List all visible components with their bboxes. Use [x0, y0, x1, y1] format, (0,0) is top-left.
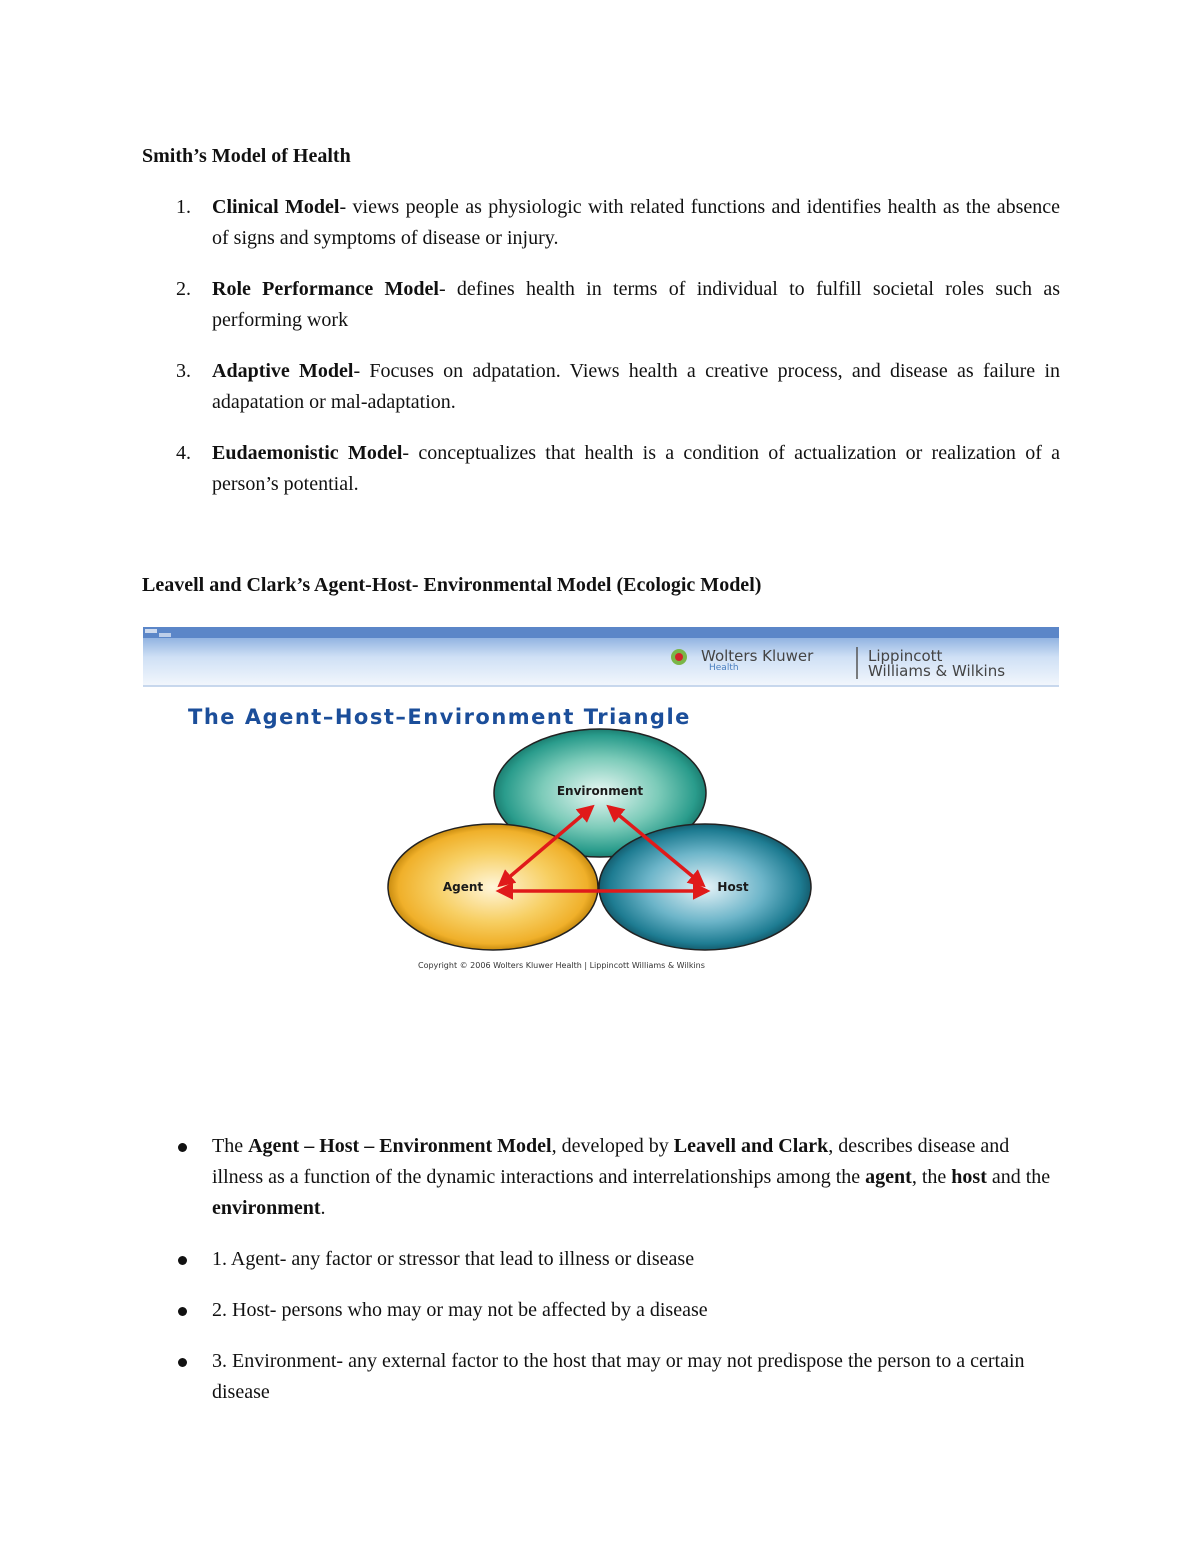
agent-label: Agent — [442, 880, 484, 894]
list-item — [142, 1244, 1060, 1275]
smith-model-list — [142, 192, 1060, 500]
triangle-diagram — [143, 627, 1059, 982]
model-term: Adaptive Model — [212, 360, 354, 382]
model-term: Role Performance Model — [212, 278, 439, 300]
list-item — [142, 1131, 1060, 1224]
intro-text: and the — [986, 1166, 1051, 1188]
model-description: - Focuses on adpatation. Views health a creative process, and disease as failure in adapatation or mal-adaptation. — [212, 360, 1060, 413]
bullet-icon — [178, 1307, 187, 1316]
list-item — [142, 274, 1060, 336]
list-item — [142, 1346, 1060, 1408]
intro-text: . — [320, 1197, 326, 1219]
bullet-icon — [178, 1143, 187, 1152]
list-item — [142, 192, 1060, 254]
bullet-text: 2. Host- persons who may or may not be affected by a disease — [212, 1299, 708, 1321]
host-label: Host — [717, 880, 749, 894]
intro-bold-text: agent — [865, 1166, 912, 1188]
list-number: 4. — [176, 442, 191, 464]
agent-host-environment-figure — [143, 627, 1059, 982]
list-number: 2. — [176, 278, 191, 300]
list-number: 1. — [176, 196, 191, 218]
bullet-icon — [178, 1358, 187, 1367]
list-item — [142, 1295, 1060, 1326]
list-number: 3. — [176, 360, 191, 382]
bullet-icon — [178, 1256, 187, 1265]
intro-text: , developed by — [551, 1135, 674, 1157]
intro-text: , describes disease and illness as a function of the dynamic interactions and interrelationships among the — [212, 1135, 1010, 1188]
intro-bold-text: environment — [212, 1197, 321, 1219]
intro-text: The — [212, 1135, 249, 1157]
host-circle — [599, 824, 811, 950]
figure-title: The Agent–Host–Environment Triangle — [188, 705, 691, 729]
publisher-subtitle: Health — [709, 663, 739, 673]
bullet-text: 3. Environment- any external factor to the host that may or may not predispose the person to a certain disease — [212, 1350, 1025, 1403]
imprint-line-1: Lippincott — [868, 647, 943, 665]
agent-circle — [388, 824, 598, 950]
publisher-name: Wolters Kluwer — [701, 647, 814, 665]
model-description: - defines health in terms of individual to fulfill societal roles such as performing work — [212, 278, 1061, 331]
smith-heading: Smith’s Model of Health — [142, 145, 351, 167]
intro-text: , the — [911, 1166, 952, 1188]
model-term: Eudaemonistic Model — [212, 442, 403, 464]
model-description: - views people as physiologic with related functions and identifies health as the absence of signs and symptoms of disease or injury. — [212, 196, 1060, 249]
list-item — [142, 438, 1060, 500]
model-description: - conceptualizes that health is a condition of actualization or realization of a person’s potential. — [212, 442, 1060, 495]
list-item — [142, 356, 1060, 418]
intro-bold-text: Leavell and Clark — [673, 1135, 829, 1157]
environment-label: Environment — [556, 784, 644, 798]
figure-copyright: Copyright © 2006 Wolters Kluwer Health | Lippincott Williams & Wilkins — [418, 961, 705, 970]
ecologic-model-bullets — [142, 1131, 1060, 1408]
intro-bold-text: host — [951, 1166, 987, 1188]
bullet-text: 1. Agent- any factor or stressor that lead to illness or disease — [212, 1248, 695, 1270]
imprint-line-2: Williams & Wilkins — [868, 662, 1006, 680]
model-term: Clinical Model — [212, 196, 340, 218]
intro-bold-text: Agent – Host – Environment Model — [248, 1135, 552, 1157]
leavell-clark-heading: Leavell and Clark’s Agent-Host- Environmental Model (Ecologic Model) — [142, 574, 762, 596]
